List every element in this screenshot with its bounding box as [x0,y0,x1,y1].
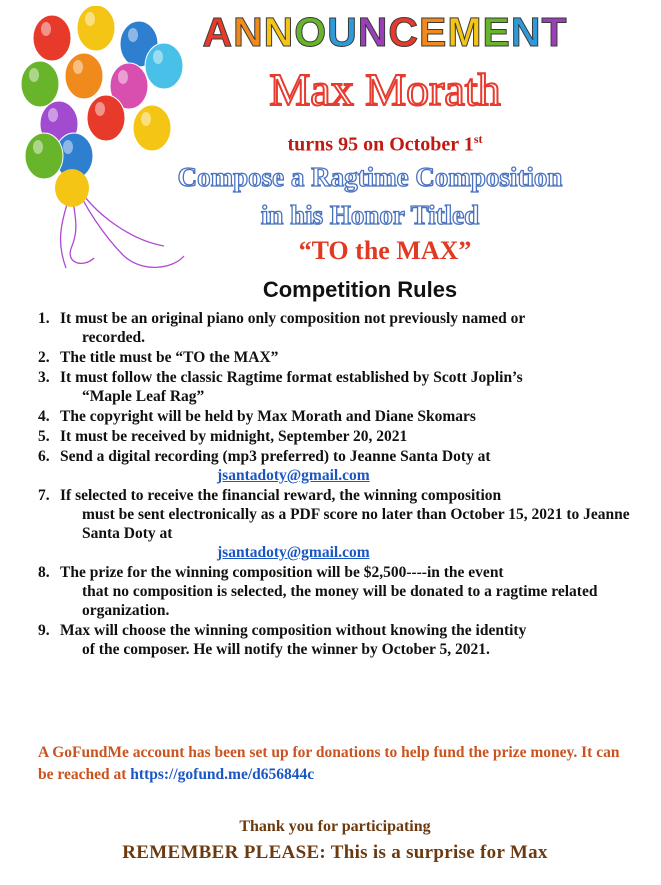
balloon [87,95,125,141]
rule-item [38,309,633,347]
balloon-highlight [118,70,128,84]
rule-text: Max will choose the winning composition without knowing the identity [60,622,527,639]
balloon-highlight [95,102,105,116]
rule-continuation: recorded. [82,329,145,346]
headline-letter: N [233,9,264,55]
rule-item [38,447,633,485]
rule-item [38,563,633,620]
rule-number: 8. [38,564,50,581]
balloon [77,6,115,51]
rule-number: 5. [38,428,50,445]
rules-list [38,309,633,660]
rule-text: The prize for the winning composition will be $2,500----in the event [60,564,504,581]
rule-item [38,427,633,446]
balloon [25,133,63,179]
balloon-highlight [48,108,58,122]
email-link[interactable]: jsantadoty@gmail.com [217,544,370,561]
compose-line-2: in his Honor Titled [260,200,480,230]
headline-letter: M [447,9,483,55]
rule-text: Send a digital recording (mp3 preferred) to Jeanne Santa Doty at [60,448,491,465]
balloon-highlight [85,12,95,26]
rule-text: If selected to receive the financial reward, the winning composition [60,487,502,504]
rules-heading: Competition Rules [262,277,458,302]
balloon [65,53,103,99]
email-link[interactable]: jsantadoty@gmail.com [217,467,370,484]
honoree-name: Max Morath [269,64,501,115]
balloon-highlight [29,68,39,82]
thanks-line: Thank you for participating [239,818,431,835]
headline-letter: E [482,9,511,55]
birthday-line [150,126,620,158]
headline-letter: T [541,9,568,55]
headline-letter: N [357,9,389,55]
rule-continuation: must be sent electronically as a PDF score no later than October 15, 2021 to Jeanne Santa Doty at [82,506,630,542]
announcement-headline [135,6,635,58]
rule-item [38,621,633,659]
balloon [33,15,71,61]
balloon-highlight [41,22,51,36]
rule-number: 3. [38,369,50,386]
composition-title: “TO the MAX” [298,236,472,265]
rule-text: It must follow the classic Ragtime format established by Scott Joplin’s [60,369,523,386]
rule-text: The title must be “TO the MAX” [60,349,279,366]
balloon [55,169,89,207]
rule-item [38,486,633,562]
birthday-suffix: st [473,132,483,146]
compose-heading [110,158,630,234]
headline-letter: U [327,9,358,55]
headline-letter: C [388,9,420,55]
rule-number: 1. [38,310,50,327]
rule-number: 4. [38,408,50,425]
rule-item [38,348,633,367]
gofundme-text: A GoFundMe account has been set up for donations to help fund the prize money. It can be reached at [38,744,620,783]
rule-number: 9. [38,622,50,639]
rule-item [38,368,633,406]
remember-line: REMEMBER PLEASE: This is a surprise for Max [122,842,548,863]
rule-text: It must be an original piano only composition not previously named or [60,310,526,327]
balloon-highlight [33,140,43,154]
rule-continuation: that no composition is selected, the money will be donated to a ragtime related organization. [82,583,598,619]
rule-text: The copyright will be held by Max Morath and Diane Skomars [60,408,476,425]
headline-letter: N [263,9,295,55]
headline-letter: E [419,9,448,55]
rule-continuation: “Maple Leaf Rag” [82,388,205,405]
birthday-text: turns 95 on October 1 [287,133,474,156]
gofundme-paragraph [38,742,638,786]
rule-number: 6. [38,448,50,465]
rule-number: 2. [38,349,50,366]
headline-letter: O [294,9,328,55]
rule-item [38,407,633,426]
compose-line-1: Compose a Ragtime Composition [177,162,563,192]
gofundme-link[interactable]: https://gofund.me/d656844c [130,766,315,783]
balloon-highlight [63,140,73,154]
balloon [21,61,59,107]
rule-continuation: of the composer. He will notify the winner by October 5, 2021. [82,641,490,658]
rule-text: It must be received by midnight, September 20, 2021 [60,428,408,445]
headline-letter: N [510,9,542,55]
rule-number: 7. [38,487,50,504]
balloon-highlight [141,112,151,126]
balloon-highlight [73,60,83,74]
headline-letter: A [202,9,234,55]
